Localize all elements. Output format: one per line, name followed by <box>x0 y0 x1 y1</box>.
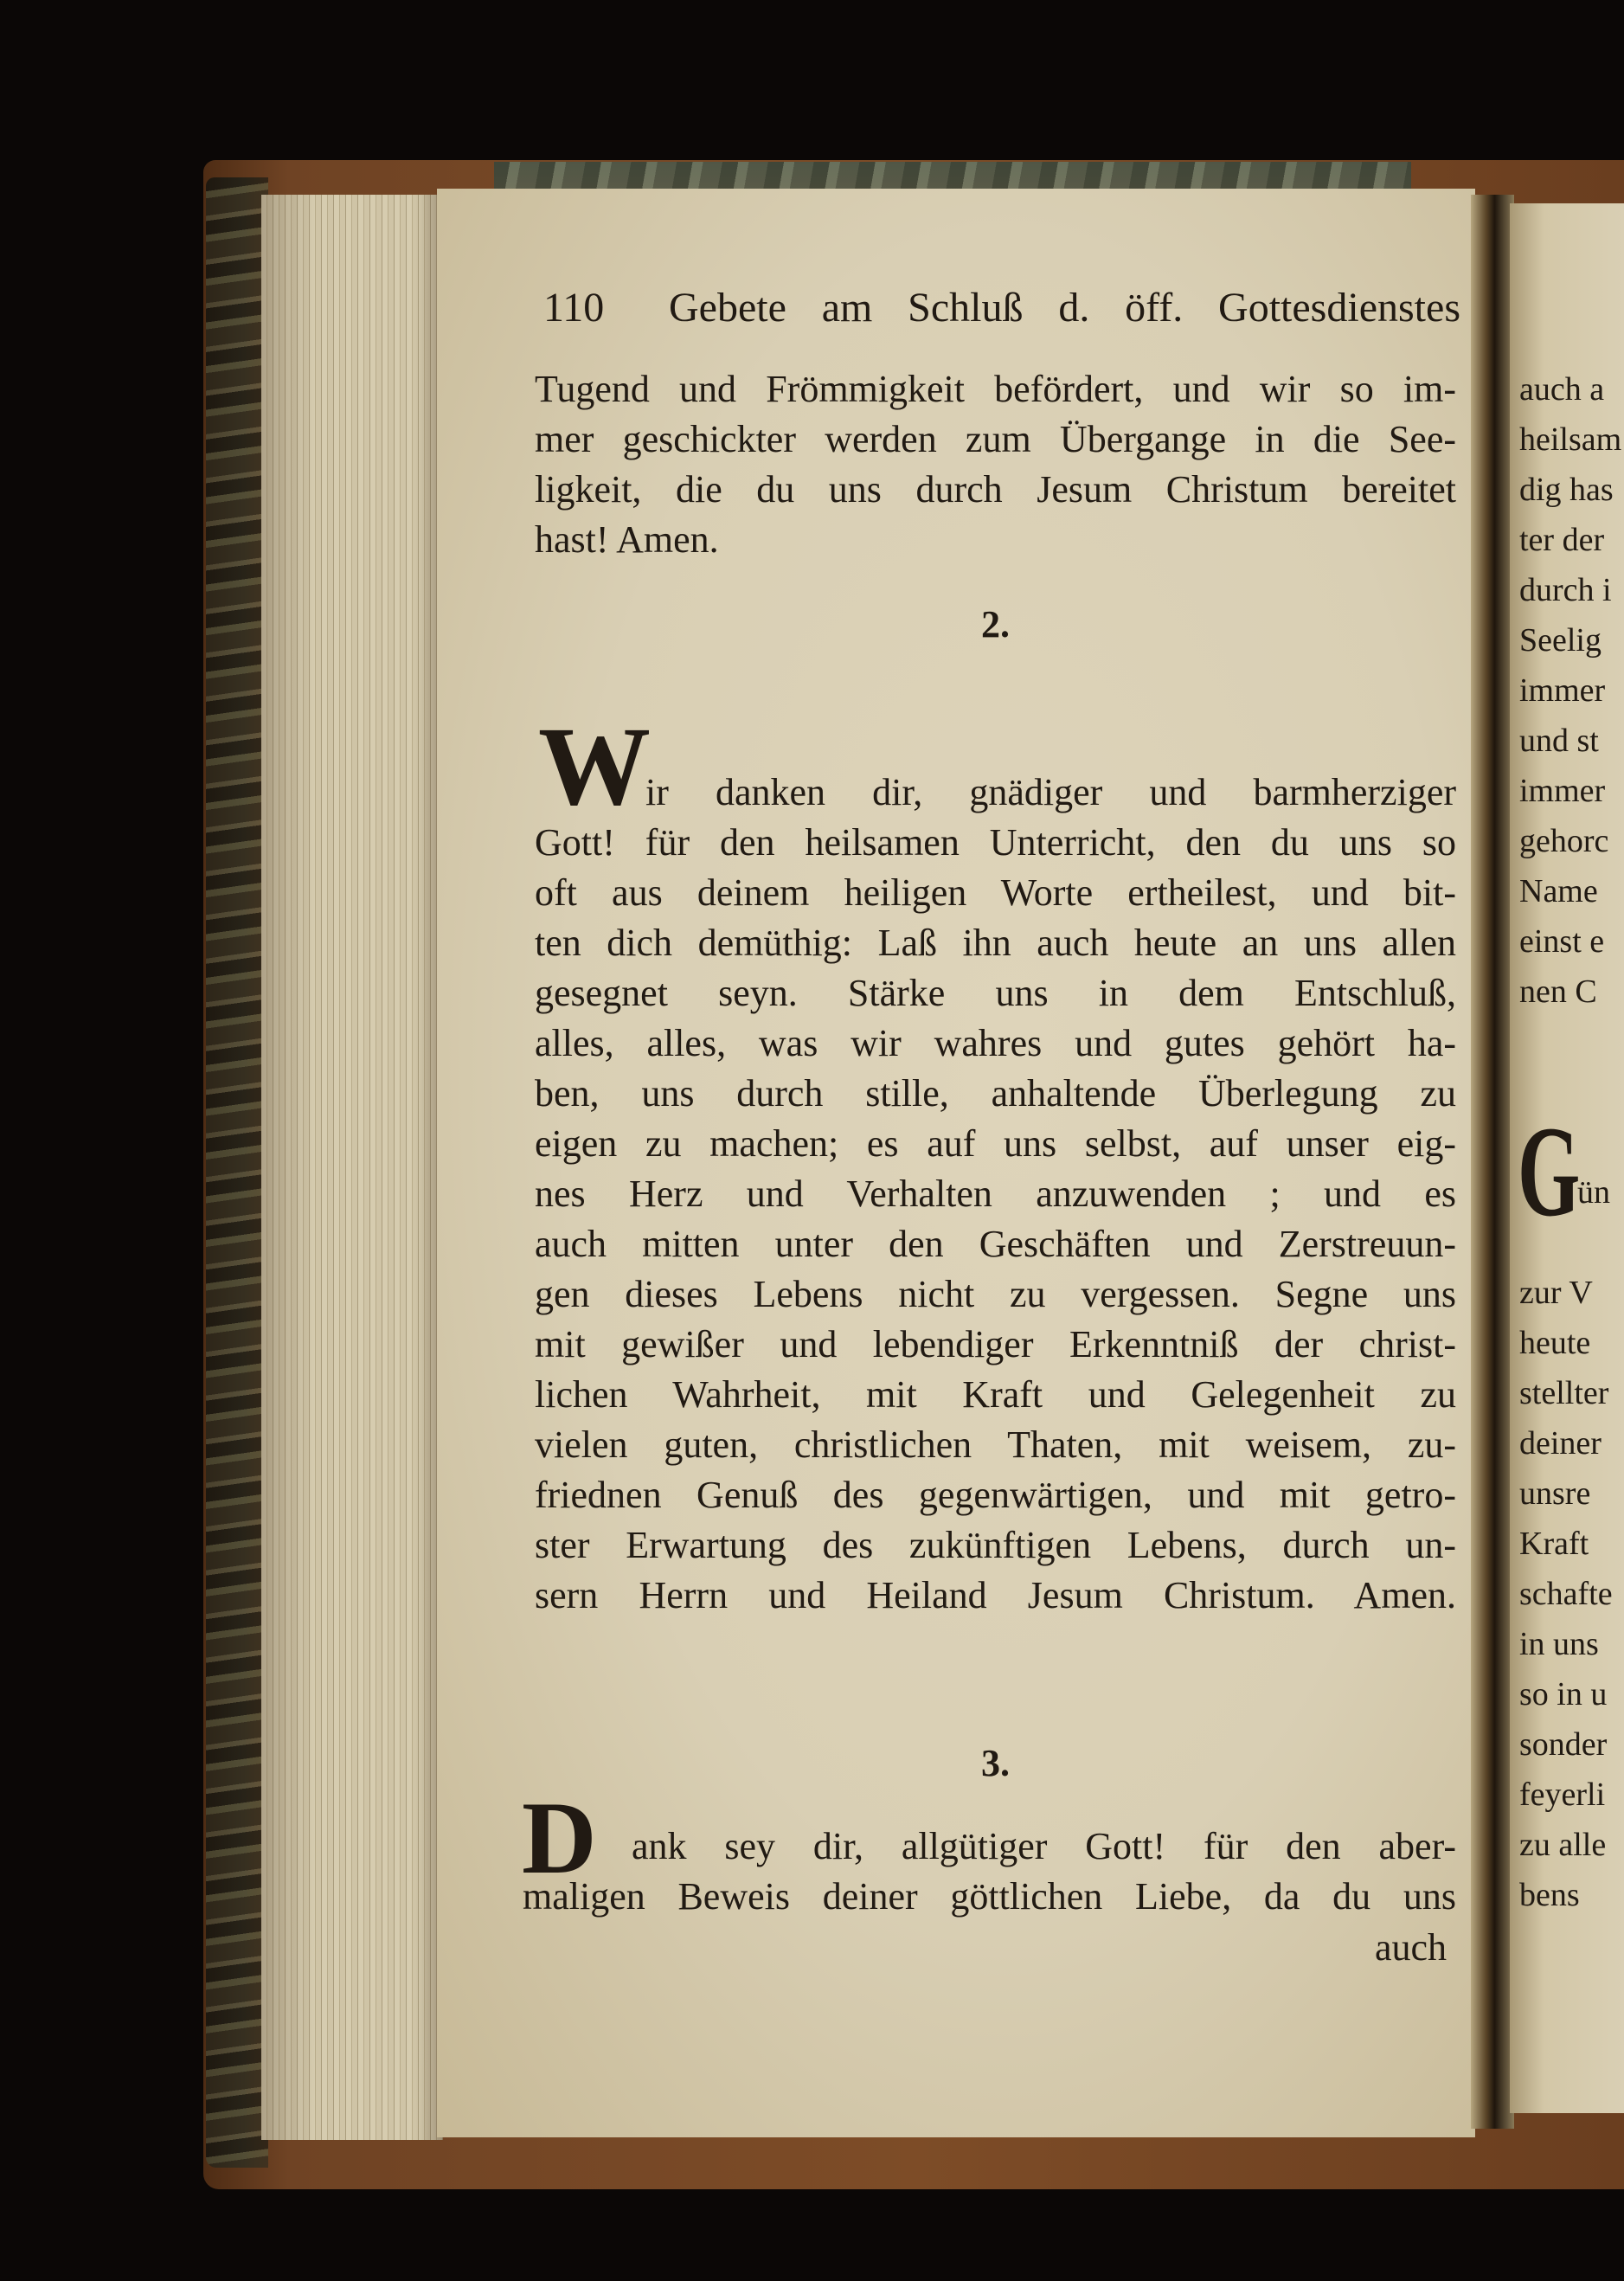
initial-letter: D <box>522 1780 597 1895</box>
page-number: 110 <box>543 285 605 331</box>
next-page-text-line: unsre <box>1519 1475 1591 1512</box>
next-page-text-line: Seelig <box>1519 622 1602 659</box>
next-page-text-line: durch i <box>1519 572 1612 608</box>
next-page-text-line: nen C <box>1519 973 1597 1010</box>
next-page-text-line: deiner <box>1519 1425 1602 1462</box>
next-page-text-line: so in u <box>1519 1676 1608 1712</box>
text-line: eigen zu machen; es auf uns selbst, auf unser eig- <box>535 1122 1456 1165</box>
next-page-text-line: einst e <box>1519 923 1605 960</box>
initial-letter: G <box>1518 1100 1581 1243</box>
next-page-text-line: Name <box>1519 873 1598 909</box>
first-line-text: ir danken dir, gnädiger und barmherziger <box>645 771 1456 813</box>
text-line: friednen Genuß des gegenwärtigen, und mit getro- <box>535 1474 1456 1516</box>
section-number: 2. <box>981 603 1010 646</box>
next-page-text-line: immer <box>1519 773 1606 809</box>
text-line: nes Herz und Verhalten anzuwenden ; und es <box>535 1173 1456 1215</box>
next-page-text-line: gehorc <box>1519 823 1609 859</box>
text-line: auch mitten unter den Geschäften und Zerstreuun- <box>535 1223 1456 1265</box>
catchword: auch <box>1374 1926 1447 1969</box>
text-line: ligkeit, die du uns durch Jesum Christum bereitet <box>535 468 1456 511</box>
text-line: sern Herrn und Heiland Jesum Christum. Amen. <box>535 1574 1456 1616</box>
text-line: gesegnet seyn. Stärke uns in dem Entschluß, <box>535 972 1456 1014</box>
text-line: alles, alles, was wir wahres und gutes gehört ha- <box>535 1022 1456 1064</box>
next-page-text-line: bens <box>1519 1877 1580 1913</box>
running-title: Gebete am Schluß d. öff. Gottesdienstes <box>669 285 1460 331</box>
text-line: gen dieses Lebens nicht zu vergessen. Segne uns <box>535 1273 1456 1315</box>
text-line: ben, uns durch stille, anhaltende Überlegung zu <box>535 1072 1456 1115</box>
page-stack-edge <box>261 195 443 2140</box>
text-line: ster Erwartung des zukünftigen Lebens, durch un- <box>535 1524 1456 1566</box>
next-page-text-line: heute <box>1519 1325 1591 1361</box>
text-line: Gott! für den heilsamen Unterricht, den du uns so <box>535 821 1456 864</box>
section-number: 3. <box>981 1742 1010 1784</box>
next-page-text-line: stellter <box>1519 1375 1609 1411</box>
text-line: mer geschickter werden zum Übergange in die See- <box>535 418 1456 460</box>
next-page-text-line: zur V <box>1519 1275 1593 1311</box>
text-line: hast! Amen. <box>535 518 719 561</box>
next-page-text-line: schafte <box>1519 1576 1613 1612</box>
text-line: oft aus deinem heiligen Worte ertheilest, und bit- <box>535 871 1456 914</box>
text-line: maligen Beweis deiner göttlichen Liebe, da du uns <box>523 1875 1456 1918</box>
initial-letter: W <box>538 704 651 829</box>
next-page-text-line: zu alle <box>1519 1827 1607 1863</box>
running-head <box>543 280 1460 336</box>
text-line: lichen Wahrheit, mit Kraft und Gelegenheit zu <box>535 1373 1456 1416</box>
text-line <box>535 1822 1456 1872</box>
next-page-text-line: ter der <box>1519 522 1605 558</box>
next-page-text-line: in uns <box>1519 1626 1599 1662</box>
text-line <box>535 768 1456 818</box>
gutter-shadow <box>1471 195 1514 2129</box>
next-page-text-line: dig has <box>1519 472 1614 508</box>
next-page-text-line: auch a <box>1519 371 1605 408</box>
next-page-text-line: immer <box>1519 672 1606 709</box>
next-page-text-line: feyerli <box>1519 1777 1606 1813</box>
cover-edge-marbling <box>206 177 268 2168</box>
next-page-text-line: Kraft <box>1519 1526 1589 1562</box>
next-page-text-line: heilsam <box>1519 421 1622 458</box>
next-page-text-line: sonder <box>1519 1726 1608 1763</box>
text-line: ten dich demüthig: Laß ihn auch heute an uns allen <box>535 922 1456 964</box>
first-line-text: ank sey dir, allgütiger Gott! für den aber- <box>632 1825 1456 1867</box>
next-page-text-line: und st <box>1519 723 1599 759</box>
next-page-text-line: ün <box>1577 1174 1610 1211</box>
text-line: Tugend und Frömmigkeit befördert, und wir so im- <box>535 368 1456 410</box>
text-line: mit gewißer und lebendiger Erkenntniß der christ- <box>535 1323 1456 1365</box>
text-line: vielen guten, christlichen Thaten, mit weisem, zu- <box>535 1423 1456 1466</box>
